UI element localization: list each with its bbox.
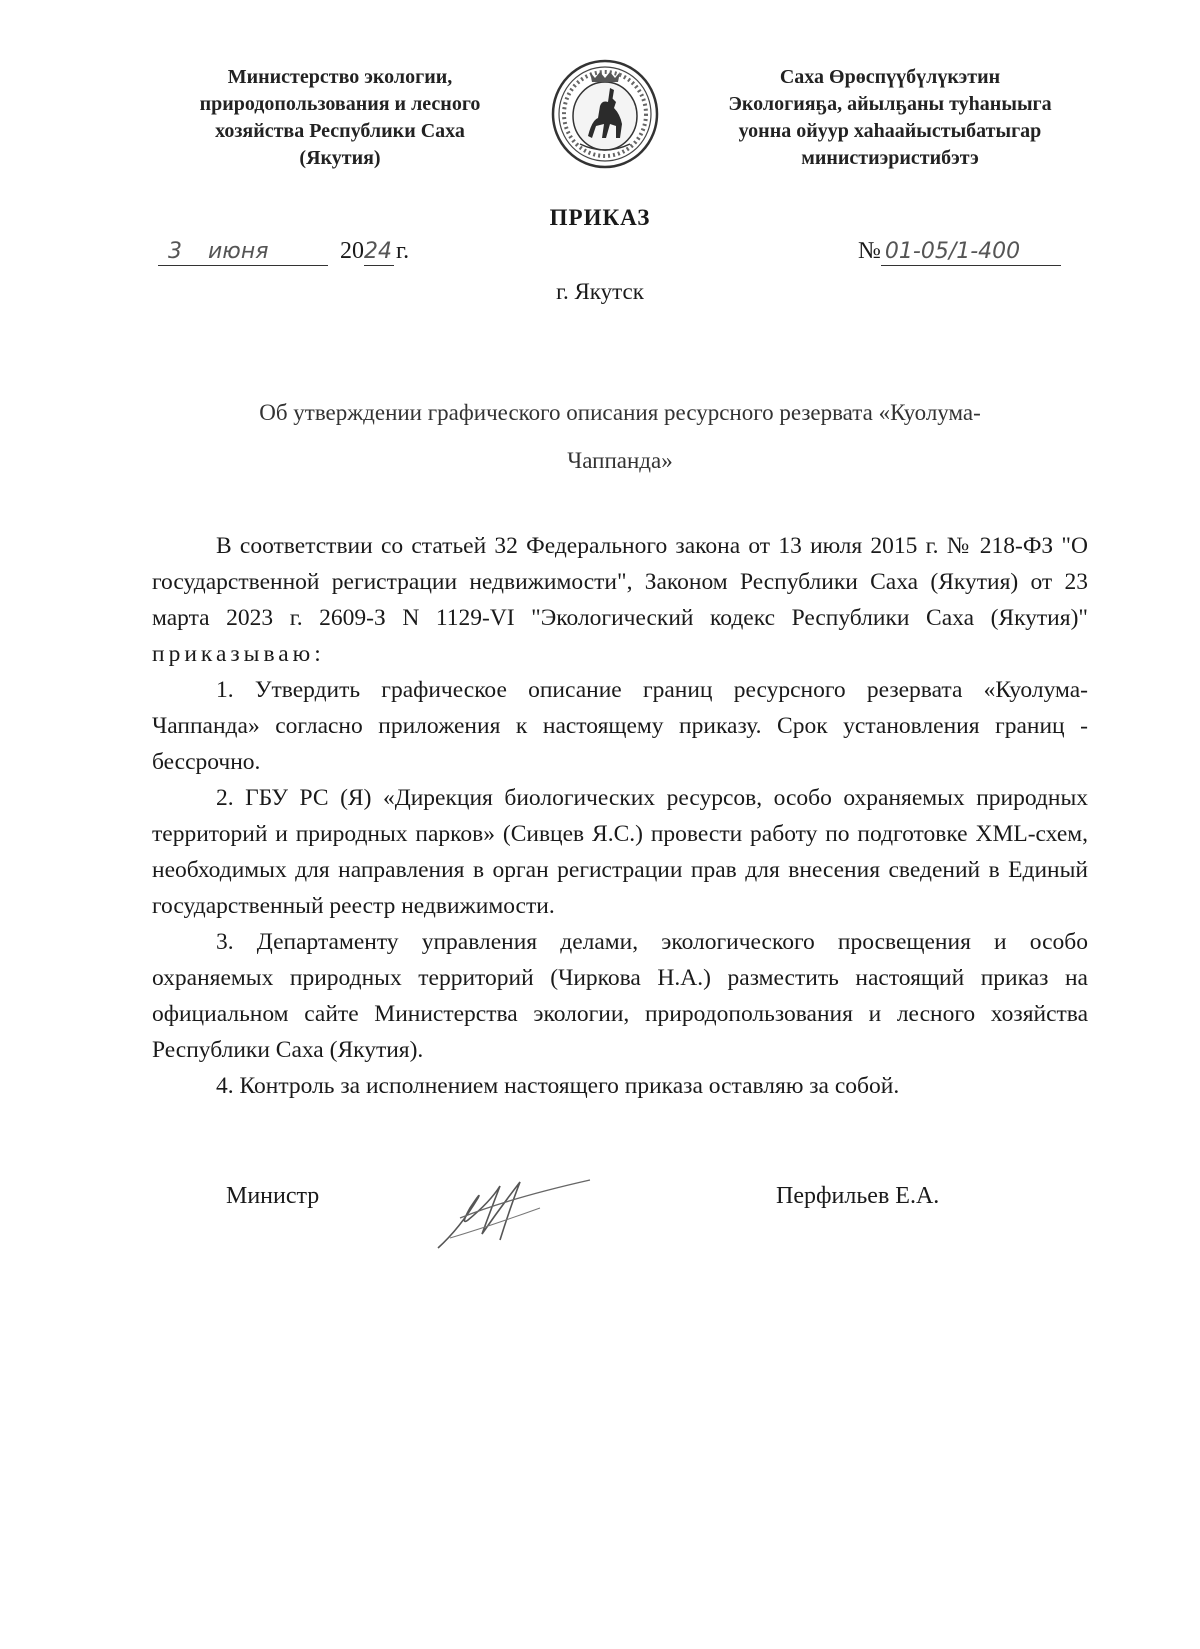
ministry-name-line: (Якутия) (299, 147, 381, 169)
document-type-title: ПРИКАЗ (549, 205, 651, 230)
order-subject (160, 389, 1080, 485)
signatory-name: Перфильев Е.А. (776, 1183, 940, 1209)
ministry-name-line: министиэристибэтэ (801, 147, 979, 169)
ministry-name-line: хозяйства Республики Саха (215, 120, 465, 142)
subject-line: Чаппанда» (567, 448, 673, 473)
subject-line: Об утверждении графического описания ресурсного резервата «Куолума- (259, 400, 981, 425)
city-name: г. Якутск (556, 279, 644, 304)
order-word: приказываю: (152, 641, 325, 667)
preamble-text: В соответствии со статьей 32 Федерального закона от 13 июля 2015 г. № 218-ФЗ "О государственной регистрации недвижимости", Законом Республики Саха (Якутия) от 23 марта 2023 г. 2609-З N 1129-VI "Экологический кодекс Республики Саха (Якутия)" (152, 533, 1088, 631)
coat-of-arms-emblem (550, 58, 660, 170)
preamble-paragraph (152, 528, 1088, 672)
date-year-field (364, 238, 394, 266)
ministry-name-line: Министерство экологии, (227, 66, 453, 88)
date-day-month-field (158, 238, 328, 266)
order-body (152, 528, 1088, 1104)
order-item-3: 3. Департаменту управления делами, экологического просвещения и особо охраняемых природных территорий (Чиркова Н.А.) разместить настоящий приказ на официальном сайте Министерства экологии, природопользования и лесного хозяйства Республики Саха (Якутия). (152, 929, 1088, 1063)
number-field (881, 238, 1061, 266)
order-item-4: 4. Контроль за исполнением настоящего приказа оставляю за собой. (216, 1073, 900, 1099)
date-year-prefix: 20 (340, 238, 364, 264)
date-day: 3 (168, 239, 182, 264)
ministry-name-line: Экологияҕа, айылҕаны туһаныыга (728, 93, 1052, 115)
date-year-suffix: 24 (364, 239, 392, 264)
date-year-unit: г. (396, 238, 410, 264)
number-value: 01-05/1-400 (884, 239, 1021, 264)
ministry-name-russian (150, 64, 530, 172)
number-sign: № (858, 238, 881, 264)
ministry-name-line: уонна ойуур хаһаайыстыбатыгар (738, 120, 1042, 142)
ministry-name-line: Саха Өрөспүүбүлүкэтин (779, 66, 1001, 88)
ministry-name-line: природопользования и лесного (199, 93, 481, 115)
signatory-position: Министр (226, 1183, 320, 1209)
order-item-1: 1. Утвердить графическое описание границ ресурсного резервата «Куолума-Чаппанда» согласно приложения к настоящему приказу. Срок установления границ - бессрочно. (152, 677, 1088, 775)
order-number (858, 238, 1061, 266)
ministry-name-yakut (690, 64, 1090, 172)
order-item-2: 2. ГБУ РС (Я) «Дирекция биологических ресурсов, особо охраняемых природных территорий и природных парков» (Сивцев Я.С.) провести работу по подготовке XML-схем, необходимых для направления в орган регистрации прав для внесения сведений в Единый государственный реестр недвижимости. (152, 785, 1088, 919)
handwritten-signature (430, 1168, 600, 1254)
order-date (158, 238, 409, 266)
date-month: июня (208, 239, 269, 264)
